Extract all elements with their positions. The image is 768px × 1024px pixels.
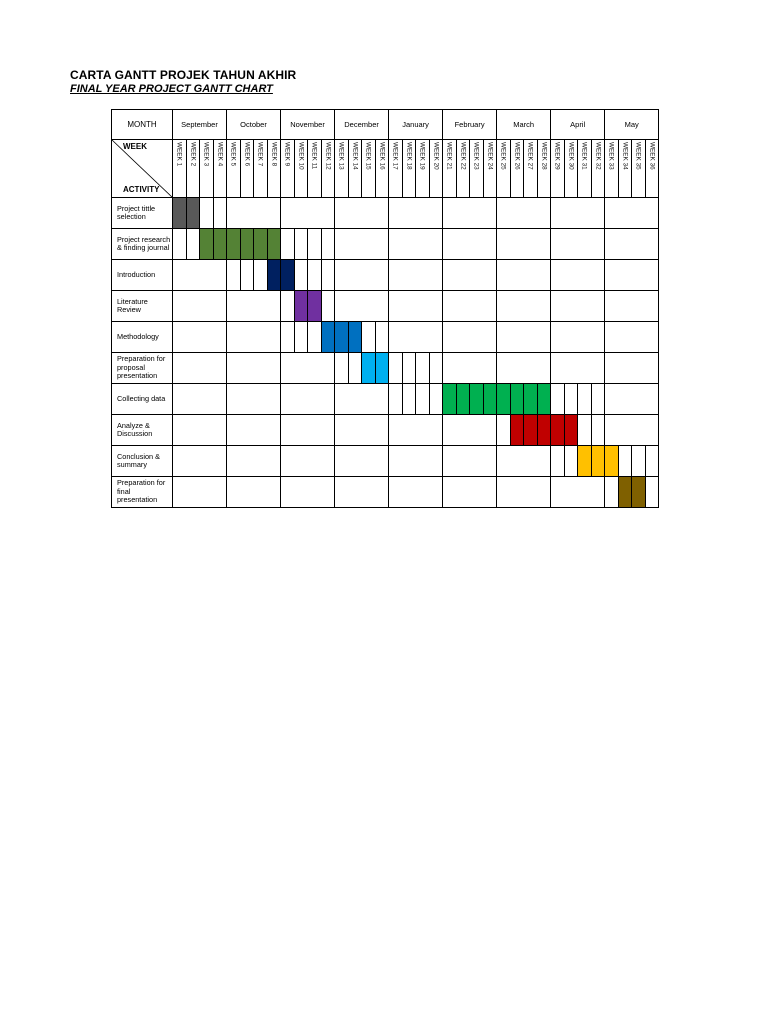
empty-month-cell xyxy=(551,229,605,260)
activity-label: Collecting data xyxy=(112,384,173,415)
empty-month-cell xyxy=(605,384,659,415)
empty-month-cell xyxy=(497,446,551,477)
week-header-13 xyxy=(335,140,349,198)
activity-row xyxy=(112,229,659,260)
week-header-7 xyxy=(254,140,268,198)
gantt-bar-segment xyxy=(267,260,281,291)
empty-week-cell xyxy=(591,384,605,415)
empty-month-cell xyxy=(497,198,551,229)
empty-week-cell xyxy=(335,353,349,384)
empty-month-cell xyxy=(605,229,659,260)
week-header-text: WEEK 13 xyxy=(337,142,345,170)
activity-label: Conclusion & summary xyxy=(112,446,173,477)
empty-month-cell xyxy=(605,260,659,291)
empty-week-cell xyxy=(186,229,200,260)
week-header-text: WEEK 4 xyxy=(216,142,224,167)
empty-month-cell xyxy=(227,353,281,384)
empty-month-cell xyxy=(551,198,605,229)
week-header-text: WEEK 16 xyxy=(378,142,386,170)
empty-week-cell xyxy=(308,260,322,291)
week-header-text: WEEK 15 xyxy=(364,142,372,170)
week-header-text: WEEK 33 xyxy=(607,142,615,170)
empty-week-cell xyxy=(281,322,295,353)
empty-week-cell xyxy=(294,322,308,353)
activity-header-label: ACTIVITY xyxy=(123,185,160,194)
gantt-bar-segment xyxy=(362,353,376,384)
week-header-33 xyxy=(605,140,619,198)
empty-month-cell xyxy=(497,291,551,322)
week-header-19 xyxy=(416,140,430,198)
week-header-2 xyxy=(186,140,200,198)
empty-month-cell xyxy=(389,446,443,477)
activity-row xyxy=(112,353,659,384)
empty-month-cell xyxy=(551,477,605,508)
week-header-text: WEEK 35 xyxy=(634,142,642,170)
week-header-6 xyxy=(240,140,254,198)
empty-week-cell xyxy=(645,477,659,508)
empty-month-cell xyxy=(605,198,659,229)
month-header-may: May xyxy=(605,110,659,140)
empty-week-cell xyxy=(281,229,295,260)
empty-week-cell xyxy=(416,353,430,384)
empty-week-cell xyxy=(416,384,430,415)
empty-week-cell xyxy=(227,260,241,291)
week-header-text: WEEK 9 xyxy=(283,142,291,167)
empty-month-cell xyxy=(443,446,497,477)
empty-month-cell xyxy=(497,353,551,384)
empty-month-cell xyxy=(335,477,389,508)
empty-month-cell xyxy=(605,322,659,353)
empty-month-cell xyxy=(173,260,227,291)
gantt-bar-segment xyxy=(281,260,295,291)
empty-month-cell xyxy=(227,322,281,353)
week-header-24 xyxy=(483,140,497,198)
empty-month-cell xyxy=(443,477,497,508)
empty-month-cell xyxy=(551,260,605,291)
activity-label: Project tittle selection xyxy=(112,198,173,229)
empty-week-cell xyxy=(605,477,619,508)
gantt-bar-segment xyxy=(524,415,538,446)
empty-month-cell xyxy=(389,477,443,508)
empty-month-cell xyxy=(389,415,443,446)
empty-week-cell xyxy=(321,260,335,291)
week-header-34 xyxy=(618,140,632,198)
activity-label: Project research & finding journal xyxy=(112,229,173,260)
empty-week-cell xyxy=(200,198,214,229)
empty-month-cell xyxy=(443,229,497,260)
empty-month-cell xyxy=(389,291,443,322)
week-header-text: WEEK 23 xyxy=(472,142,480,170)
activity-row xyxy=(112,477,659,508)
empty-week-cell xyxy=(402,353,416,384)
gantt-bar-segment xyxy=(456,384,470,415)
empty-month-cell xyxy=(281,353,335,384)
activity-label: Introduction xyxy=(112,260,173,291)
empty-month-cell xyxy=(335,415,389,446)
week-header-31 xyxy=(578,140,592,198)
empty-month-cell xyxy=(335,384,389,415)
empty-month-cell xyxy=(551,353,605,384)
week-header-14 xyxy=(348,140,362,198)
month-header-row xyxy=(112,110,659,140)
week-header-text: WEEK 36 xyxy=(648,142,656,170)
empty-week-cell xyxy=(632,446,646,477)
week-header-text: WEEK 28 xyxy=(540,142,548,170)
week-header-3 xyxy=(200,140,214,198)
activity-row xyxy=(112,384,659,415)
empty-month-cell xyxy=(173,353,227,384)
week-header-text: WEEK 27 xyxy=(526,142,534,170)
week-header-25 xyxy=(497,140,511,198)
empty-month-cell xyxy=(443,322,497,353)
empty-week-cell xyxy=(564,446,578,477)
empty-month-cell xyxy=(227,446,281,477)
week-header-12 xyxy=(321,140,335,198)
gantt-bar-segment xyxy=(294,291,308,322)
empty-month-cell xyxy=(281,415,335,446)
empty-week-cell xyxy=(645,446,659,477)
empty-week-cell xyxy=(321,229,335,260)
week-header-36 xyxy=(645,140,659,198)
document-subtitle: FINAL YEAR PROJECT GANTT CHART xyxy=(70,83,273,95)
empty-month-cell xyxy=(173,322,227,353)
empty-month-cell xyxy=(389,229,443,260)
gantt-bar-segment xyxy=(240,229,254,260)
empty-week-cell xyxy=(429,384,443,415)
gantt-bar-segment xyxy=(618,477,632,508)
empty-week-cell xyxy=(281,291,295,322)
week-header-10 xyxy=(294,140,308,198)
gantt-bar-segment xyxy=(578,446,592,477)
empty-month-cell xyxy=(551,322,605,353)
activity-label: Preparation for proposal presentation xyxy=(112,353,173,384)
activity-label: Preparation for final presentation xyxy=(112,477,173,508)
week-header-text: WEEK 18 xyxy=(405,142,413,170)
activity-label: Analyze & Discussion xyxy=(112,415,173,446)
empty-month-cell xyxy=(173,477,227,508)
document-title: CARTA GANTT PROJEK TAHUN AKHIR xyxy=(70,68,297,82)
gantt-bar-segment xyxy=(227,229,241,260)
gantt-bar-segment xyxy=(632,477,646,508)
activity-label: Literature Review xyxy=(112,291,173,322)
empty-month-cell xyxy=(389,198,443,229)
empty-week-cell xyxy=(308,229,322,260)
empty-month-cell xyxy=(443,353,497,384)
week-header-1 xyxy=(173,140,187,198)
empty-week-cell xyxy=(294,260,308,291)
month-header-november: November xyxy=(281,110,335,140)
week-header-text: WEEK 6 xyxy=(243,142,251,167)
week-header-29 xyxy=(551,140,565,198)
empty-month-cell xyxy=(497,477,551,508)
empty-week-cell xyxy=(402,384,416,415)
week-header-22 xyxy=(456,140,470,198)
gantt-bar-segment xyxy=(254,229,268,260)
empty-month-cell xyxy=(173,446,227,477)
empty-month-cell xyxy=(443,415,497,446)
week-header-text: WEEK 8 xyxy=(270,142,278,167)
week-header-text: WEEK 5 xyxy=(229,142,237,167)
week-header-text: WEEK 14 xyxy=(351,142,359,170)
gantt-bar-segment xyxy=(335,322,349,353)
gantt-table xyxy=(111,109,659,508)
week-header-21 xyxy=(443,140,457,198)
week-header-30 xyxy=(564,140,578,198)
month-header-october: October xyxy=(227,110,281,140)
week-header-text: WEEK 21 xyxy=(445,142,453,170)
week-header-11 xyxy=(308,140,322,198)
empty-month-cell xyxy=(335,291,389,322)
gantt-bar-segment xyxy=(551,415,565,446)
activity-row xyxy=(112,260,659,291)
gantt-bar-segment xyxy=(470,384,484,415)
week-header-20 xyxy=(429,140,443,198)
gantt-bar-segment xyxy=(186,198,200,229)
activity-row xyxy=(112,291,659,322)
gantt-bar-segment xyxy=(510,384,524,415)
week-header-23 xyxy=(470,140,484,198)
empty-month-cell xyxy=(497,322,551,353)
week-header-17 xyxy=(389,140,403,198)
gantt-bar-segment xyxy=(537,415,551,446)
empty-week-cell xyxy=(321,291,335,322)
gantt-bar-segment xyxy=(375,353,389,384)
month-header-march: March xyxy=(497,110,551,140)
week-header-5 xyxy=(227,140,241,198)
week-header-16 xyxy=(375,140,389,198)
week-header-9 xyxy=(281,140,295,198)
empty-month-cell xyxy=(227,477,281,508)
empty-week-cell xyxy=(564,384,578,415)
empty-month-cell xyxy=(281,477,335,508)
week-header-35 xyxy=(632,140,646,198)
empty-week-cell xyxy=(578,384,592,415)
empty-week-cell xyxy=(213,198,227,229)
week-header-text: WEEK 25 xyxy=(499,142,507,170)
gantt-bar-segment xyxy=(497,384,511,415)
week-header-label: WEEK xyxy=(123,142,147,151)
empty-week-cell xyxy=(497,415,511,446)
empty-month-cell xyxy=(173,384,227,415)
empty-month-cell xyxy=(281,446,335,477)
activity-label: Methodology xyxy=(112,322,173,353)
month-header-september: September xyxy=(173,110,227,140)
week-header-text: WEEK 32 xyxy=(594,142,602,170)
activity-row xyxy=(112,198,659,229)
week-header-15 xyxy=(362,140,376,198)
month-header-label: MONTH xyxy=(112,110,173,140)
empty-month-cell xyxy=(443,198,497,229)
gantt-bar-segment xyxy=(483,384,497,415)
empty-month-cell xyxy=(173,291,227,322)
empty-week-cell xyxy=(254,260,268,291)
month-header-february: February xyxy=(443,110,497,140)
activity-row xyxy=(112,322,659,353)
gantt-bar-segment xyxy=(348,322,362,353)
week-header-text: WEEK 12 xyxy=(324,142,332,170)
empty-week-cell xyxy=(551,446,565,477)
gantt-bar-segment xyxy=(308,291,322,322)
week-header-row xyxy=(112,140,659,198)
week-header-text: WEEK 10 xyxy=(297,142,305,170)
empty-month-cell xyxy=(335,446,389,477)
week-header-text: WEEK 26 xyxy=(513,142,521,170)
month-header-december: December xyxy=(335,110,389,140)
week-header-28 xyxy=(537,140,551,198)
empty-week-cell xyxy=(591,415,605,446)
empty-month-cell xyxy=(281,198,335,229)
empty-week-cell xyxy=(173,229,187,260)
week-header-26 xyxy=(510,140,524,198)
empty-week-cell xyxy=(348,353,362,384)
empty-week-cell xyxy=(294,229,308,260)
empty-week-cell xyxy=(429,353,443,384)
week-header-text: WEEK 2 xyxy=(189,142,197,167)
week-header-text: WEEK 11 xyxy=(310,142,318,170)
gantt-bar-segment xyxy=(510,415,524,446)
month-header-january: January xyxy=(389,110,443,140)
week-header-27 xyxy=(524,140,538,198)
gantt-bar-segment xyxy=(173,198,187,229)
week-header-text: WEEK 22 xyxy=(459,142,467,170)
empty-month-cell xyxy=(173,415,227,446)
empty-month-cell xyxy=(227,415,281,446)
empty-week-cell xyxy=(551,384,565,415)
week-header-8 xyxy=(267,140,281,198)
empty-month-cell xyxy=(335,229,389,260)
gantt-bar-segment xyxy=(267,229,281,260)
empty-month-cell xyxy=(605,353,659,384)
empty-week-cell xyxy=(618,446,632,477)
week-header-text: WEEK 30 xyxy=(567,142,575,170)
empty-month-cell xyxy=(281,384,335,415)
empty-month-cell xyxy=(443,260,497,291)
empty-week-cell xyxy=(308,322,322,353)
week-header-text: WEEK 20 xyxy=(432,142,440,170)
week-header-18 xyxy=(402,140,416,198)
week-activity-corner xyxy=(112,140,173,198)
empty-week-cell xyxy=(389,384,403,415)
empty-week-cell xyxy=(375,322,389,353)
empty-month-cell xyxy=(497,260,551,291)
gantt-bar-segment xyxy=(524,384,538,415)
empty-month-cell xyxy=(605,415,659,446)
week-header-text: WEEK 24 xyxy=(486,142,494,170)
empty-month-cell xyxy=(551,291,605,322)
empty-month-cell xyxy=(227,291,281,322)
month-header-april: April xyxy=(551,110,605,140)
empty-month-cell xyxy=(443,291,497,322)
empty-month-cell xyxy=(227,198,281,229)
week-header-32 xyxy=(591,140,605,198)
week-header-text: WEEK 19 xyxy=(418,142,426,170)
empty-week-cell xyxy=(240,260,254,291)
empty-month-cell xyxy=(605,291,659,322)
empty-month-cell xyxy=(227,384,281,415)
week-header-text: WEEK 3 xyxy=(202,142,210,167)
week-header-text: WEEK 29 xyxy=(553,142,561,170)
gantt-bar-segment xyxy=(321,322,335,353)
empty-week-cell xyxy=(389,353,403,384)
empty-month-cell xyxy=(389,260,443,291)
gantt-bar-segment xyxy=(564,415,578,446)
empty-month-cell xyxy=(497,229,551,260)
week-header-text: WEEK 1 xyxy=(175,142,183,167)
week-header-4 xyxy=(213,140,227,198)
gantt-bar-segment xyxy=(443,384,457,415)
gantt-bar-segment xyxy=(213,229,227,260)
week-header-text: WEEK 34 xyxy=(621,142,629,170)
gantt-bar-segment xyxy=(537,384,551,415)
empty-week-cell xyxy=(578,415,592,446)
gantt-bar-segment xyxy=(605,446,619,477)
activity-row xyxy=(112,446,659,477)
empty-month-cell xyxy=(389,322,443,353)
gantt-bar-segment xyxy=(591,446,605,477)
gantt-bar-segment xyxy=(200,229,214,260)
week-header-text: WEEK 17 xyxy=(391,142,399,170)
week-header-text: WEEK 31 xyxy=(580,142,588,170)
empty-week-cell xyxy=(362,322,376,353)
week-header-text: WEEK 7 xyxy=(256,142,264,167)
activity-row xyxy=(112,415,659,446)
empty-month-cell xyxy=(335,198,389,229)
empty-month-cell xyxy=(335,260,389,291)
